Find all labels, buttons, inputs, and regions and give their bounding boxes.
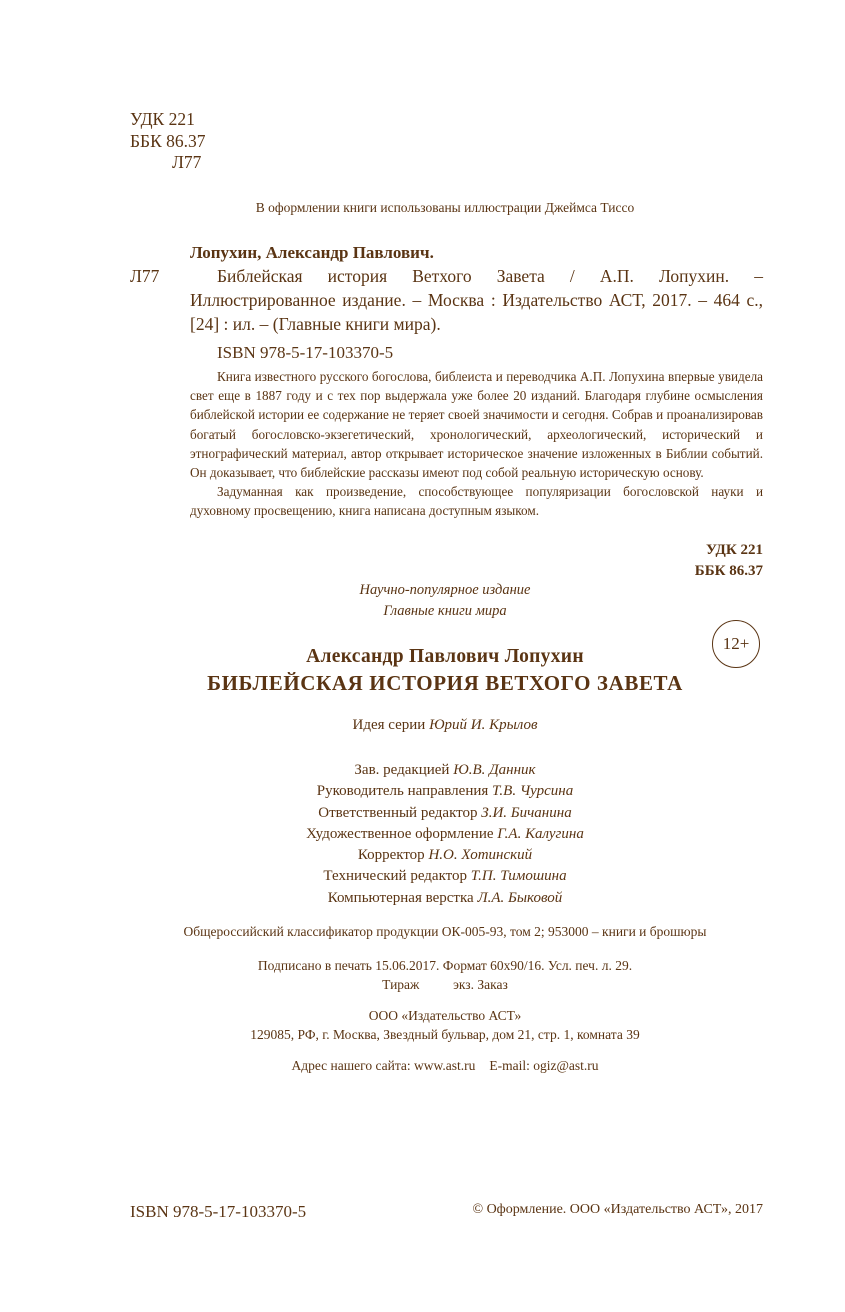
series-idea-label: Идея серии	[352, 717, 426, 733]
credit-line	[0, 888, 845, 909]
publisher-info	[0, 1007, 845, 1044]
footer-isbn: ISBN 978-5-17-103370-5	[130, 1202, 307, 1221]
credit-line	[0, 760, 845, 781]
credit-name: Г.А. Калугина	[497, 825, 584, 842]
credit-role: Зав. редакцией	[354, 762, 450, 778]
classification-codes	[130, 108, 206, 152]
email-link[interactable]: E-mail: ogiz@ast.ru	[489, 1058, 599, 1073]
age-rating-badge: 12+	[712, 620, 760, 668]
credit-role: Компьютерная верстка	[327, 889, 474, 906]
credit-name: З.И. Бичанина	[481, 804, 572, 821]
bbk-code: ББК 86.37	[130, 131, 206, 151]
credit-line	[0, 845, 845, 866]
product-classifier: Общероссийский классификатор продукции ОК-005-93, том 2; 953000 – книги и брошюры	[183, 924, 707, 939]
annotation-paragraph: Задуманная как произведение, способствующее популяризации богословской науки и духовному просвещению, книга написана доступным языком.	[190, 484, 763, 519]
credit-line	[0, 781, 845, 802]
credit-name: Т.П. Тимошина	[470, 868, 567, 885]
website-link[interactable]: Адрес нашего сайта: www.ast.ru	[291, 1058, 476, 1073]
book-author: Александр Павлович Лопухин	[306, 646, 584, 667]
bib-udk-code: УДК 221	[706, 542, 763, 558]
series-name: Главные книги мира	[383, 603, 507, 619]
print-run: Тираж экз. Заказ	[382, 976, 508, 992]
credit-role: Корректор	[357, 847, 425, 864]
series-info	[0, 580, 845, 622]
bib-isbn: ISBN 978-5-17-103370-5	[217, 343, 394, 362]
credit-line	[0, 866, 845, 887]
credit-role: Художественное оформление	[306, 825, 494, 842]
bib-author-heading: Лопухин, Александр Павлович.	[190, 243, 434, 262]
footer-copyright: © Оформление. ООО «Издательство АСТ», 2017	[472, 1202, 763, 1217]
credit-role: Технический редактор	[323, 868, 468, 885]
contacts	[0, 1058, 845, 1074]
credit-name: Т.В. Чурсина	[492, 783, 574, 800]
annotation	[190, 367, 763, 521]
credits-list	[0, 760, 845, 909]
udk-code: УДК 221	[130, 109, 195, 129]
credit-line	[0, 803, 845, 824]
edition-type: Научно-популярное издание	[359, 582, 531, 598]
print-info	[0, 957, 845, 994]
credit-name: Н.О. Хотинский	[428, 847, 533, 864]
series-idea-name: Юрий И. Крылов	[429, 717, 538, 733]
credit-name: Л.А. Быковой	[477, 889, 563, 906]
bib-bbk-code: ББК 86.37	[694, 563, 763, 579]
credit-role: Ответственный редактор	[318, 804, 478, 821]
illustrations-note: В оформлении книги использованы иллюстрации Джеймса Тиссо	[255, 200, 635, 215]
author-mark: Л77	[172, 152, 202, 172]
bib-description: Библейская история Ветхого Завета / А.П. Лопухин. – Иллюстрированное издание. – Москва : Издательство АСТ, 2017. – 464 с., [24] : ил. – (Главные книги мира).	[190, 266, 763, 334]
bib-author-mark: Л77	[130, 266, 160, 286]
credit-name: Ю.В. Данник	[453, 762, 536, 778]
credit-line	[0, 824, 845, 845]
credit-role: Руководитель направления	[316, 783, 489, 800]
publisher-address: 129085, РФ, г. Москва, Звездный бульвар, дом 21, стр. 1, комната 39	[250, 1026, 640, 1042]
annotation-paragraph: Книга известного русского богослова, библеиста и переводчика А.П. Лопухина впервые увидела свет еще в 1887 году и с тех пор выдержала уже более 20 изданий. Благодаря глубине осмысления библейской истории ее содержание не теряет своей значимости и сегодня. Собрав и проанализировав богатый богословско-экзегетический, хронологический, археологический, исторический и этнографический материал, автор открывает историческое значение изложенных в Библии событий. Он доказывает, что библейские рассказы имеют под собой реальную историческую основу.	[190, 369, 763, 481]
print-signed: Подписано в печать 15.06.2017. Формат 60x90/16. Усл. печ. л. 29.	[257, 958, 633, 973]
bib-classification-codes	[695, 540, 763, 582]
series-idea	[0, 717, 845, 734]
publisher-name: ООО «Издательство АСТ»	[368, 1008, 522, 1023]
book-title: БИБЛЕЙСКАЯ ИСТОРИЯ ВЕТХОГО ЗАВЕТА	[207, 671, 683, 695]
